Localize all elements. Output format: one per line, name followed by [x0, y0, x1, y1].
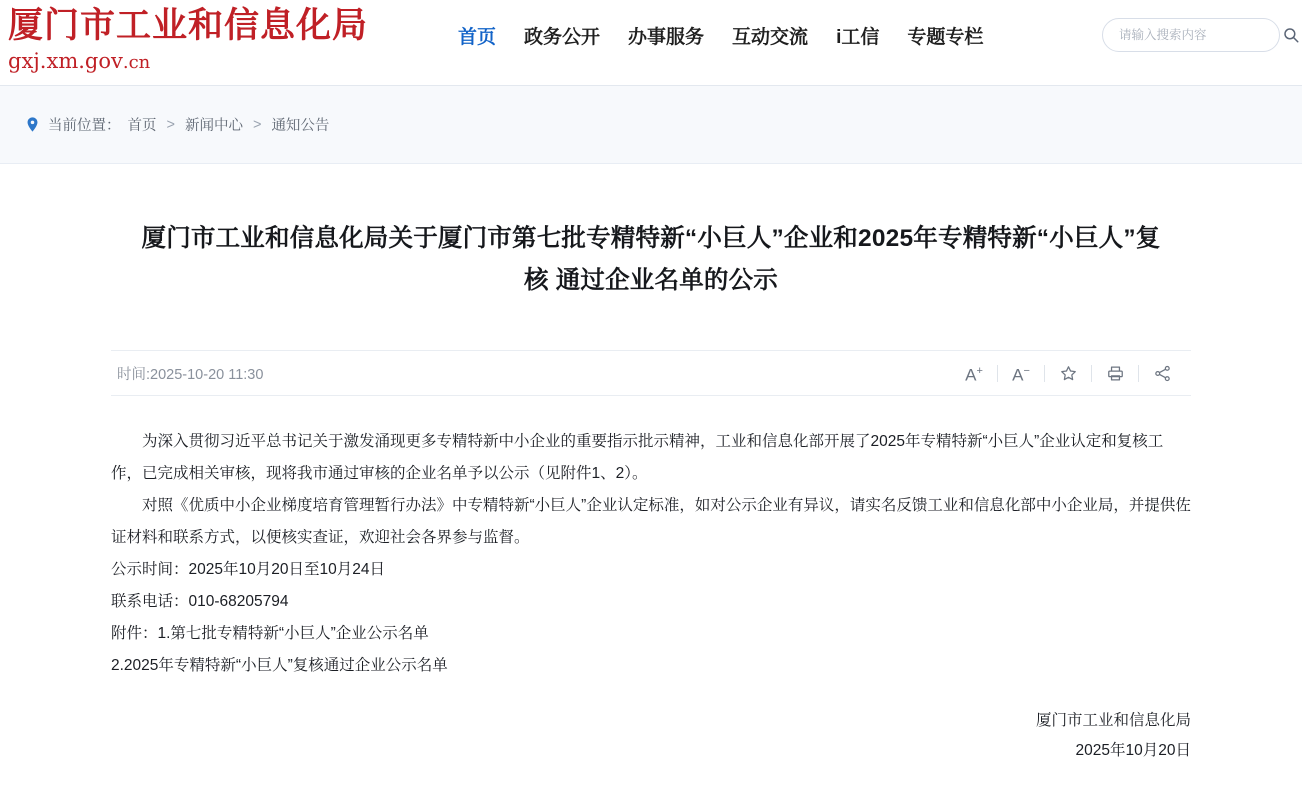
- breadcrumb-item-news-center[interactable]: 新闻中心: [184, 118, 243, 134]
- page-title: 厦门市工业和信息化局关于厦门市第七批专精特新“小巨人”企业和2025年专精特新“小巨人”复核 通过企业名单的公示: [141, 225, 1161, 294]
- font-increase-button[interactable]: A+: [965, 364, 983, 385]
- signature-date: 2025年10月20日: [1075, 742, 1191, 759]
- search-icon[interactable]: [1282, 26, 1300, 44]
- logo-domain-main: gxj.xm.gov: [8, 49, 123, 73]
- nav-item-government-disclosure[interactable]: 政务公开: [524, 27, 601, 48]
- breadcrumb-bar: [0, 86, 1302, 164]
- left-edge-rule: [0, 164, 3, 799]
- paragraph-2: 对照《优质中小企业梯度培育管理暂行办法》中专精特新“小巨人”企业认定标准，如对公示企业有异议，请实名反馈工业和信息化部中小企业局，并提供佐证材料和联系方式，以便核实查证，欢迎社会各界参与监督。: [111, 497, 1191, 546]
- logo-title: 厦门市工业和信息化局: [8, 5, 369, 46]
- logo-domain: [8, 49, 448, 73]
- article-meta-row: [111, 350, 1191, 396]
- article: [111, 164, 1191, 766]
- printer-icon: [1092, 364, 1138, 383]
- article-content: [111, 396, 1191, 766]
- nav-item-services[interactable]: 办事服务: [628, 27, 705, 48]
- detail-attachment-2: 2.2025年专精特新“小巨人”复核通过企业公示名单: [111, 657, 448, 674]
- share-button[interactable]: [1139, 364, 1185, 383]
- detail-attachment-1: 附件：1.第七批专精特新“小巨人”企业公示名单: [111, 625, 429, 642]
- breadcrumb-separator-1: >: [166, 116, 175, 133]
- paragraph-1: 为深入贯彻习近平总书记关于激发涌现更多专精特新中小企业的重要指示批示精神，工业和信息化部开展了2025年专精特新“小巨人”企业认定和复核工作，已完成相关审核，现将我市通过审核的企业名单予以公示（见附件1、2）。: [111, 433, 1164, 482]
- logo-domain-tld: .cn: [122, 52, 151, 73]
- breadcrumb-separator-2: >: [252, 116, 262, 133]
- nav-item-special-topics[interactable]: 专题专栏: [907, 27, 984, 48]
- article-toolbar: [951, 361, 1185, 386]
- star-icon: [1045, 364, 1091, 383]
- breadcrumb-item-notices[interactable]: 通知公告: [271, 118, 330, 134]
- print-button[interactable]: [1092, 364, 1138, 383]
- font-decrease-button[interactable]: A−: [1012, 364, 1030, 385]
- nav-item-home[interactable]: 首页: [458, 27, 497, 48]
- site-logo[interactable]: [0, 0, 448, 73]
- breadcrumb-label: 当前位置：: [48, 118, 121, 134]
- share-icon: [1139, 364, 1185, 383]
- breadcrumb-item-home[interactable]: 首页: [127, 118, 157, 134]
- nav-item-interaction[interactable]: 互动交流: [732, 27, 809, 48]
- page-body: [0, 164, 1302, 799]
- detail-contact-phone: 联系电话：010-68205794: [111, 593, 289, 610]
- search-input[interactable]: [1117, 27, 1282, 43]
- nav-item-i-gongxin[interactable]: i工信: [836, 27, 880, 48]
- site-header: [0, 0, 1302, 86]
- search-box[interactable]: [1102, 18, 1280, 52]
- signature-issuer: 厦门市工业和信息化局: [1035, 712, 1191, 729]
- location-pin-icon: [24, 116, 41, 133]
- main-navigation: [448, 0, 1102, 49]
- publish-time: 时间:2025-10-20 11:30: [117, 366, 264, 383]
- breadcrumb: [0, 114, 329, 135]
- signature-block: [111, 706, 1191, 766]
- detail-publicity-period: 公示时间：2025年10月20日至10月24日: [111, 561, 385, 578]
- favorite-button[interactable]: [1045, 364, 1091, 383]
